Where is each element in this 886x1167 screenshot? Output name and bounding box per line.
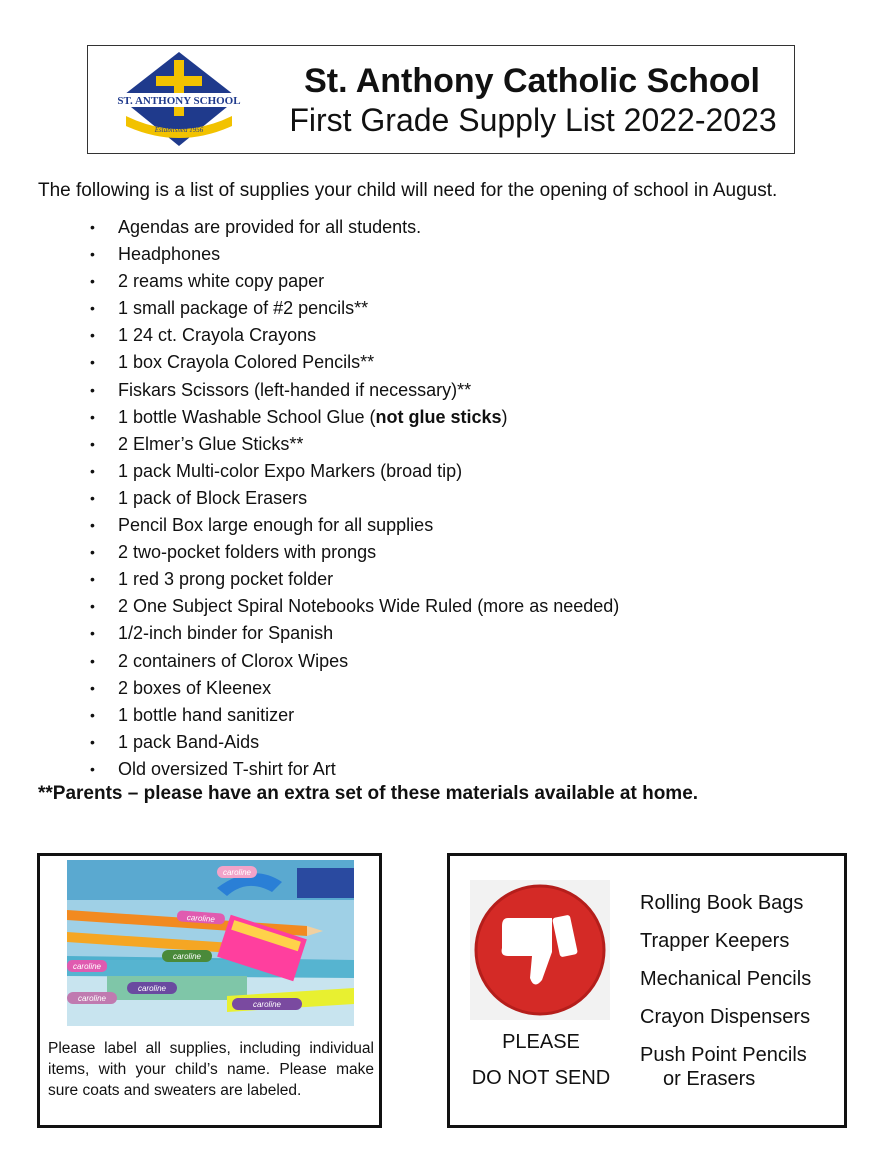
list-item: Mechanical Pencils — [640, 968, 812, 990]
svg-text:caroline: caroline — [77, 994, 107, 1003]
list-item: • 1 pack of Block Erasers — [90, 487, 308, 508]
svg-text:caroline: caroline — [172, 952, 202, 961]
list-item: • 1 small package of #2 pencils** — [90, 298, 369, 319]
svg-text:caroline: caroline — [186, 913, 216, 924]
list-item: Rolling Book Bags — [640, 892, 804, 914]
list-item: • 1 red 3 prong pocket folder — [90, 569, 334, 590]
school-name: St. Anthony Catholic School — [304, 62, 760, 100]
list-item: • 1 box Crayola Colored Pencils** — [90, 352, 375, 373]
please-label: PLEASE — [502, 1031, 580, 1053]
list-item: • 1/2-inch binder for Spanish — [90, 623, 334, 644]
header-box — [87, 45, 795, 154]
list-item: • 1 pack Band-Aids — [90, 731, 260, 752]
list-item: • Pencil Box large enough for all supplies — [90, 515, 434, 536]
supply-list — [88, 214, 619, 783]
list-title: First Grade Supply List 2022-2023 — [289, 102, 777, 138]
do-not-send-box — [447, 853, 847, 1128]
svg-text:ST. ANTHONY SCHOOL: ST. ANTHONY SCHOOL — [117, 95, 241, 107]
list-item: • 2 two-pocket folders with prongs — [90, 542, 377, 563]
svg-text:Established 1956: Established 1956 — [154, 126, 204, 134]
list-item: • 1 bottle hand sanitizer — [90, 704, 295, 725]
do-not-send-list — [640, 891, 811, 1105]
parents-note: **Parents – please have an extra set of these materials available at home. — [38, 783, 699, 804]
list-item: • 2 reams white copy paper — [90, 271, 325, 292]
list-item: • Headphones — [90, 244, 221, 265]
list-item: • Fiskars Scissors (left-handed if necessary)** — [90, 379, 472, 400]
list-item: Crayon Dispensers — [640, 1006, 811, 1028]
list-item: Push Point Pencils or Erasers — [640, 1044, 807, 1090]
list-item: • 1 24 ct. Crayola Crayons — [90, 325, 317, 346]
list-item: • 1 pack Multi-color Expo Markers (broad tip) — [90, 460, 463, 481]
school-logo — [104, 50, 254, 150]
list-item: • Agendas are provided for all students. — [90, 217, 422, 237]
labeled-supplies-photo — [67, 860, 354, 1026]
list-item: • 2 One Subject Spiral Notebooks Wide Ruled (more as needed) — [90, 596, 620, 617]
svg-text:caroline: caroline — [72, 962, 102, 971]
svg-text:caroline: caroline — [137, 984, 167, 993]
list-item: • 2 Elmer’s Glue Sticks** — [90, 433, 304, 454]
do-not-send-label: DO NOT SEND — [471, 1067, 611, 1089]
list-item: • 2 containers of Clorox Wipes — [90, 650, 349, 671]
label-instructions: Please label all supplies, including individual items, with your child’s name. Please make sure coats and sweaters are labeled. — [48, 1040, 374, 1099]
list-item: Trapper Keepers — [640, 930, 790, 952]
list-item: • 2 boxes of Kleenex — [90, 677, 272, 698]
svg-text:caroline: caroline — [252, 1000, 282, 1009]
intro-text: The following is a list of supplies your child will need for the opening of school in August. — [38, 180, 778, 201]
label-reminder-box — [37, 853, 382, 1128]
list-item: • 1 bottle Washable School Glue (not glue sticks) — [90, 406, 508, 427]
svg-text:caroline: caroline — [222, 868, 252, 877]
thumbs-down-icon — [470, 880, 610, 1020]
list-item: • Old oversized T-shirt for Art — [90, 758, 336, 779]
